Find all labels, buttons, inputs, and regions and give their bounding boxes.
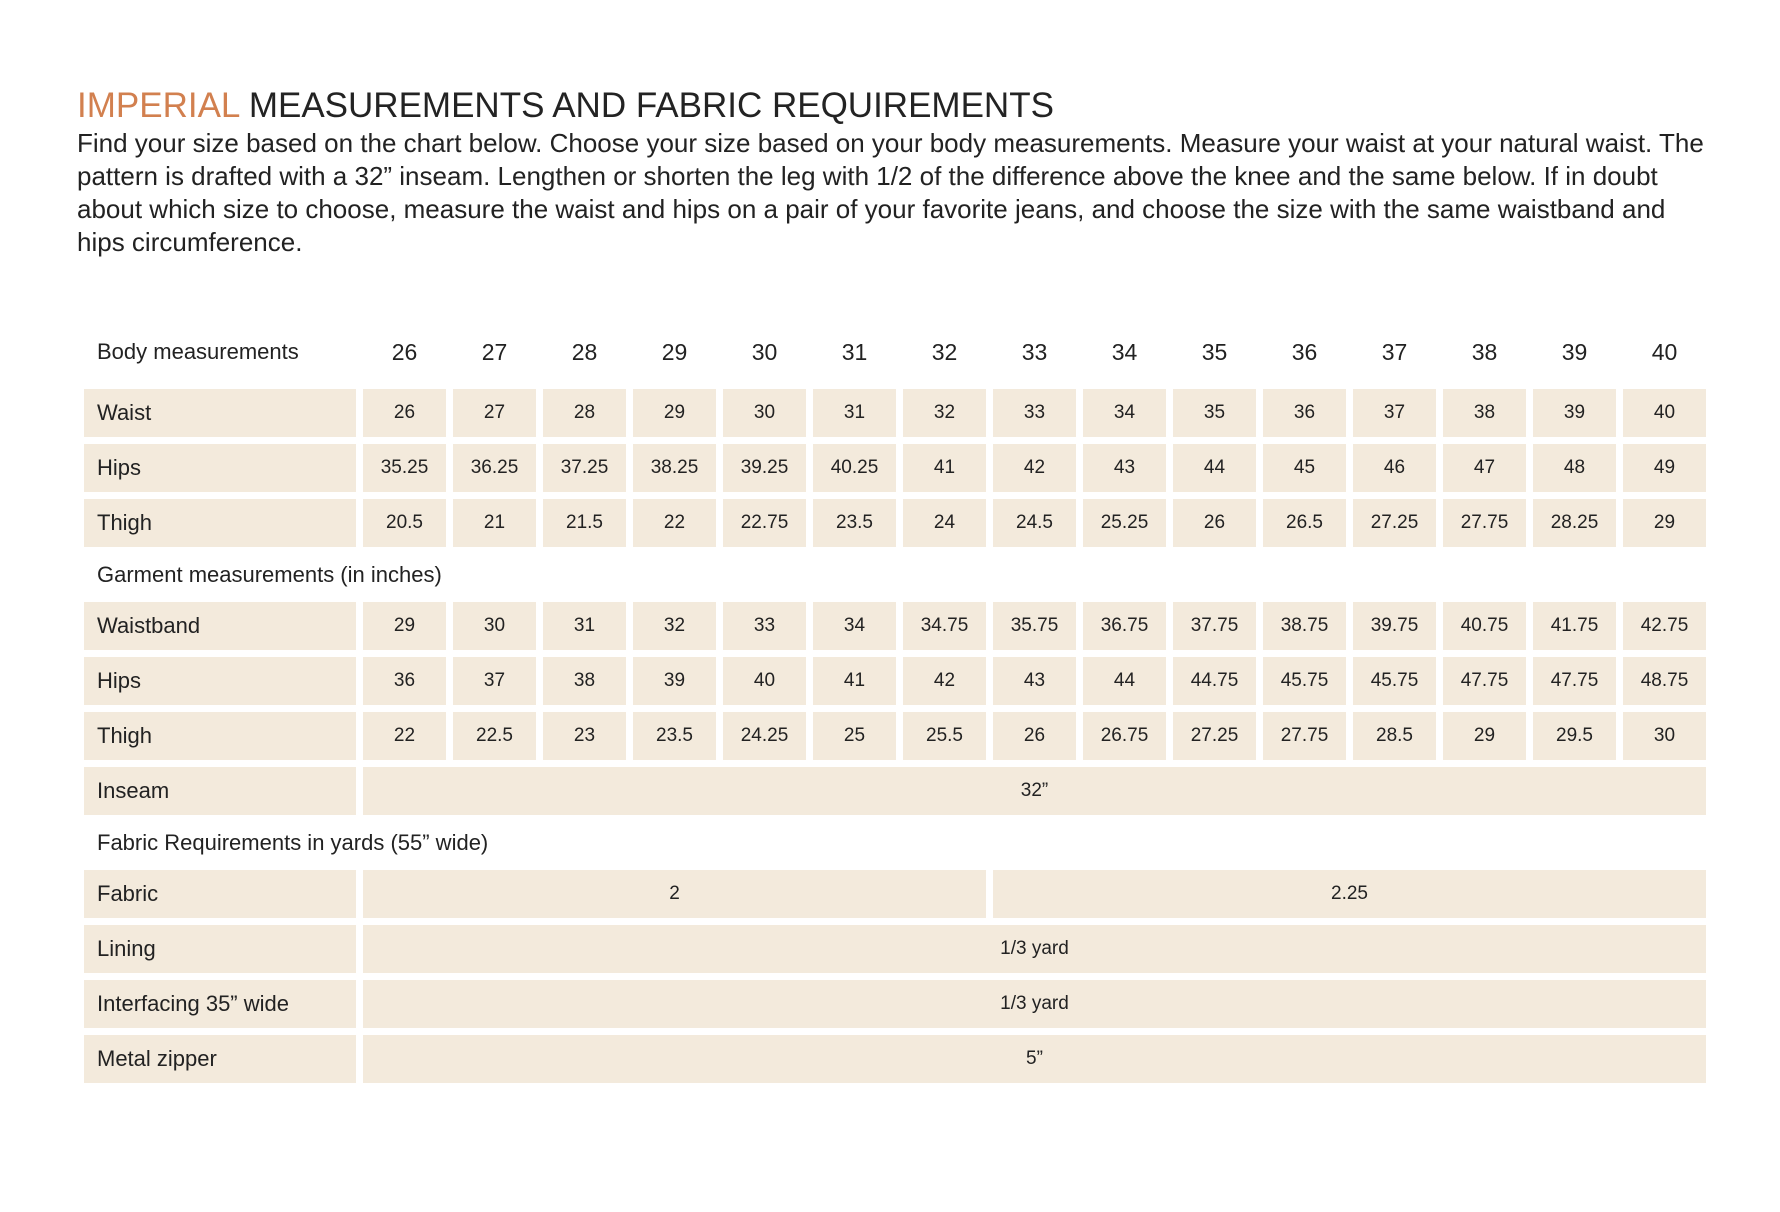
garment-row-thigh <box>84 712 1706 760</box>
size-column-header: 35 <box>1201 338 1228 365</box>
measurement-cell: 36 <box>1263 389 1346 437</box>
measurement-cell: 28 <box>543 389 626 437</box>
fabric-value-small-sizes: 2 <box>363 870 986 918</box>
garment-label: Waistband <box>84 602 356 650</box>
measurement-cell: 22 <box>633 499 716 547</box>
measurement-cell: 42 <box>903 657 986 705</box>
measurement-cell: 40 <box>1623 389 1706 437</box>
measurement-cell: 37.25 <box>543 444 626 492</box>
garment-section-heading: Garment measurements (in inches) <box>97 561 442 587</box>
size-chart-table <box>77 315 1713 1090</box>
size-column-header: 31 <box>841 338 868 365</box>
measurement-cell: 42.75 <box>1623 602 1706 650</box>
measurement-cell: 29 <box>1443 712 1526 760</box>
measurement-cell: 38 <box>543 657 626 705</box>
measurement-cell: 30 <box>453 602 536 650</box>
measurement-cell: 39 <box>633 657 716 705</box>
inseam-value: 32” <box>363 767 1706 815</box>
size-column-header: 28 <box>571 338 598 365</box>
body-row-thigh <box>84 499 1706 547</box>
measurement-cell: 26 <box>363 389 446 437</box>
size-column-header: 26 <box>391 338 418 365</box>
measurement-cell: 48.75 <box>1623 657 1706 705</box>
measurement-cell: 28.5 <box>1353 712 1436 760</box>
measurement-cell: 47.75 <box>1533 657 1616 705</box>
measurement-cell: 25.5 <box>903 712 986 760</box>
size-column-header: 29 <box>661 338 688 365</box>
measurement-cell: 26 <box>1173 499 1256 547</box>
garment-section-row <box>84 554 1706 595</box>
measurement-cell: 26.5 <box>1263 499 1346 547</box>
measurement-cell: 28.25 <box>1533 499 1616 547</box>
measurement-cell: 44.75 <box>1173 657 1256 705</box>
measurement-cell: 45.75 <box>1353 657 1436 705</box>
measurement-cell: 33 <box>723 602 806 650</box>
measurement-cell: 49 <box>1623 444 1706 492</box>
measurement-cell: 32 <box>903 389 986 437</box>
fabric-label: Fabric <box>84 870 356 918</box>
measurement-cell: 25.25 <box>1083 499 1166 547</box>
fabric-section-heading: Fabric Requirements in yards (55” wide) <box>97 829 489 855</box>
interfacing-row <box>84 980 1706 1028</box>
lining-label: Lining <box>84 925 356 973</box>
body-label: Thigh <box>84 499 356 547</box>
measurement-cell: 29 <box>633 389 716 437</box>
measurement-cell: 23 <box>543 712 626 760</box>
measurement-cell: 35.25 <box>363 444 446 492</box>
measurement-cell: 29.5 <box>1533 712 1616 760</box>
measurement-cell: 41.75 <box>1533 602 1616 650</box>
measurement-cell: 23.5 <box>633 712 716 760</box>
body-row-hips <box>84 444 1706 492</box>
measurement-cell: 27.25 <box>1173 712 1256 760</box>
garment-label: Hips <box>84 657 356 705</box>
measurement-cell: 39.75 <box>1353 602 1436 650</box>
lining-row <box>84 925 1706 973</box>
garment-label: Thigh <box>84 712 356 760</box>
inseam-label: Inseam <box>84 767 356 815</box>
zipper-label: Metal zipper <box>84 1035 356 1083</box>
measurement-cell: 40.75 <box>1443 602 1526 650</box>
measurement-cell: 31 <box>543 602 626 650</box>
measurement-cell: 41 <box>813 657 896 705</box>
measurement-cell: 26.75 <box>1083 712 1166 760</box>
measurement-cell: 33 <box>993 389 1076 437</box>
size-column-header: 37 <box>1381 338 1408 365</box>
body-row-waist <box>84 389 1706 437</box>
measurement-cell: 30 <box>1623 712 1706 760</box>
interfacing-value: 1/3 yard <box>363 980 1706 1028</box>
measurement-cell: 29 <box>1623 499 1706 547</box>
measurement-cell: 30 <box>723 389 806 437</box>
fabric-row <box>84 870 1706 918</box>
measurement-cell: 32 <box>633 602 716 650</box>
measurement-cell: 34 <box>813 602 896 650</box>
measurement-cell: 42 <box>993 444 1076 492</box>
size-column-header: 40 <box>1651 338 1678 365</box>
measurement-cell: 43 <box>993 657 1076 705</box>
fabric-value-large-sizes: 2.25 <box>993 870 1706 918</box>
measurement-cell: 40.25 <box>813 444 896 492</box>
title-accent: IMPERIAL <box>77 86 240 125</box>
garment-row-hips <box>84 657 1706 705</box>
measurement-cell: 38 <box>1443 389 1526 437</box>
measurement-cell: 47.75 <box>1443 657 1526 705</box>
measurement-cell: 20.5 <box>363 499 446 547</box>
measurement-cell: 35.75 <box>993 602 1076 650</box>
size-column-header: 33 <box>1021 338 1048 365</box>
size-column-header: 36 <box>1291 338 1318 365</box>
measurement-cell: 48 <box>1533 444 1616 492</box>
measurement-cell: 35 <box>1173 389 1256 437</box>
measurement-cell: 37.75 <box>1173 602 1256 650</box>
measurement-cell: 24 <box>903 499 986 547</box>
size-column-header: 38 <box>1471 338 1498 365</box>
fabric-section-row <box>84 822 1706 863</box>
measurement-cell: 36.75 <box>1083 602 1166 650</box>
measurement-cell: 45 <box>1263 444 1346 492</box>
measurement-cell: 43 <box>1083 444 1166 492</box>
measurement-cell: 27.25 <box>1353 499 1436 547</box>
measurement-cell: 38.25 <box>633 444 716 492</box>
measurement-cell: 22 <box>363 712 446 760</box>
size-column-header: 27 <box>481 338 508 365</box>
size-column-header: 32 <box>931 338 958 365</box>
size-column-header: 30 <box>751 338 778 365</box>
measurement-cell: 26 <box>993 712 1076 760</box>
measurement-cell: 22.75 <box>723 499 806 547</box>
measurement-cell: 24.5 <box>993 499 1076 547</box>
zipper-value: 5” <box>363 1035 1706 1083</box>
title-rest: MEASUREMENTS AND FABRIC REQUIREMENTS <box>248 86 1054 125</box>
inseam-row <box>84 767 1706 815</box>
size-header-row <box>84 322 1706 382</box>
measurement-cell: 45.75 <box>1263 657 1346 705</box>
measurement-cell: 24.25 <box>723 712 806 760</box>
measurement-cell: 27.75 <box>1443 499 1526 547</box>
measurement-cell: 29 <box>363 602 446 650</box>
measurement-cell: 39 <box>1533 389 1616 437</box>
zipper-row <box>84 1035 1706 1083</box>
measurement-cell: 27 <box>453 389 536 437</box>
size-column-header: 34 <box>1111 338 1138 365</box>
body-label: Hips <box>84 444 356 492</box>
size-column-header: 39 <box>1561 338 1588 365</box>
measurement-cell: 37 <box>453 657 536 705</box>
lining-value: 1/3 yard <box>363 925 1706 973</box>
measurement-cell: 44 <box>1083 657 1166 705</box>
measurement-cell: 21.5 <box>543 499 626 547</box>
measurement-cell: 46 <box>1353 444 1436 492</box>
measurement-cell: 21 <box>453 499 536 547</box>
measurement-cell: 37 <box>1353 389 1436 437</box>
body-measurements-heading: Body measurements <box>97 339 299 364</box>
measurement-cell: 44 <box>1173 444 1256 492</box>
measurement-cell: 34 <box>1083 389 1166 437</box>
garment-row-waistband <box>84 602 1706 650</box>
measurement-cell: 41 <box>903 444 986 492</box>
measurement-cell: 47 <box>1443 444 1526 492</box>
interfacing-label: Interfacing 35” wide <box>84 980 356 1028</box>
size-chart-body <box>84 322 1706 1083</box>
measurement-cell: 25 <box>813 712 896 760</box>
body-label: Waist <box>84 389 356 437</box>
measurement-cell: 36.25 <box>453 444 536 492</box>
measurement-cell: 39.25 <box>723 444 806 492</box>
measurement-cell: 23.5 <box>813 499 896 547</box>
measurement-cell: 36 <box>363 657 446 705</box>
measurement-cell: 27.75 <box>1263 712 1346 760</box>
measurement-cell: 38.75 <box>1263 602 1346 650</box>
measurement-cell: 40 <box>723 657 806 705</box>
measurement-cell: 22.5 <box>453 712 536 760</box>
intro-paragraph: Find your size based on the chart below. Choose your size based on your body measurements. Measure your waist at your natural waist. The pattern is drafted with a 32” inseam. Lengthen or shorten the leg with 1/2 of the difference above the knee and the same below. If in doubt about which size to choose, measure the waist and hips on a pair of your favorite jeans, and choose the size with the same waistband and hips circumference. <box>77 128 1704 257</box>
measurement-cell: 34.75 <box>903 602 986 650</box>
page-title <box>77 86 1054 126</box>
measurement-cell: 31 <box>813 389 896 437</box>
